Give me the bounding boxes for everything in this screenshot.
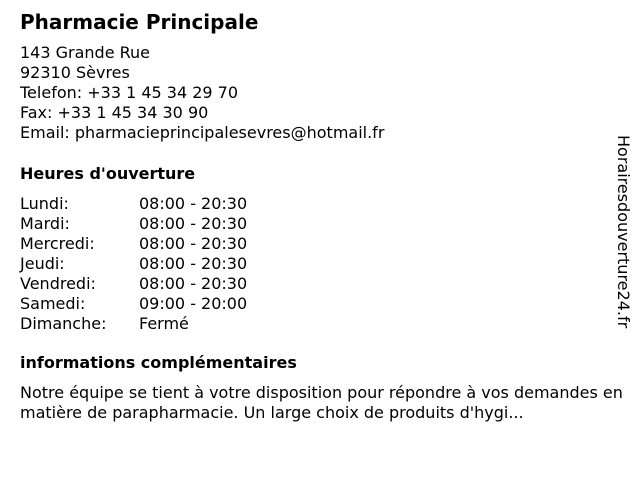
hours-row-tuesday	[20, 214, 320, 234]
time-value: 08:00 - 20:30	[139, 214, 248, 233]
hours-row-friday	[20, 274, 320, 294]
hours-row-sunday	[20, 314, 320, 334]
day-label: Dimanche:	[20, 314, 107, 333]
pharmacy-name: Pharmacie Principale	[20, 10, 259, 34]
opening-hours-table	[20, 194, 320, 334]
day-label: Vendredi:	[20, 274, 96, 293]
day-label: Jeudi:	[20, 254, 65, 273]
hours-row-monday	[20, 194, 320, 214]
contact-block	[20, 43, 384, 143]
phone-number: Telefon: +33 1 45 34 29 70	[20, 83, 239, 102]
opening-hours-heading: Heures d'ouverture	[20, 164, 196, 183]
hours-row-wednesday	[20, 234, 320, 254]
day-label: Lundi:	[20, 194, 69, 213]
additional-info-text: Notre équipe se tient à votre disposition pour répondre à vos demandes en matière de parapharmacie. Un large choix de produits d'hygi...	[20, 383, 623, 422]
day-label: Samedi:	[20, 294, 86, 313]
time-value: 09:00 - 20:00	[139, 294, 248, 313]
time-value: 08:00 - 20:30	[139, 274, 248, 293]
additional-info-heading: informations complémentaires	[20, 353, 297, 372]
hours-row-thursday	[20, 254, 320, 274]
fax-number: Fax: +33 1 45 34 30 90	[20, 103, 209, 122]
email-address: Email: pharmacieprincipalesevres@hotmail.fr	[20, 123, 385, 142]
time-value: 08:00 - 20:30	[139, 194, 248, 213]
hours-row-saturday	[20, 294, 320, 314]
day-label: Mercredi:	[20, 234, 95, 253]
site-watermark: Horairesdouverture24.fr	[614, 135, 633, 329]
time-value: Fermé	[139, 314, 189, 333]
postal-city: 92310 Sèvres	[20, 63, 130, 82]
time-value: 08:00 - 20:30	[139, 254, 248, 273]
street-address: 143 Grande Rue	[20, 43, 151, 62]
time-value: 08:00 - 20:30	[139, 234, 248, 253]
day-label: Mardi:	[20, 214, 70, 233]
